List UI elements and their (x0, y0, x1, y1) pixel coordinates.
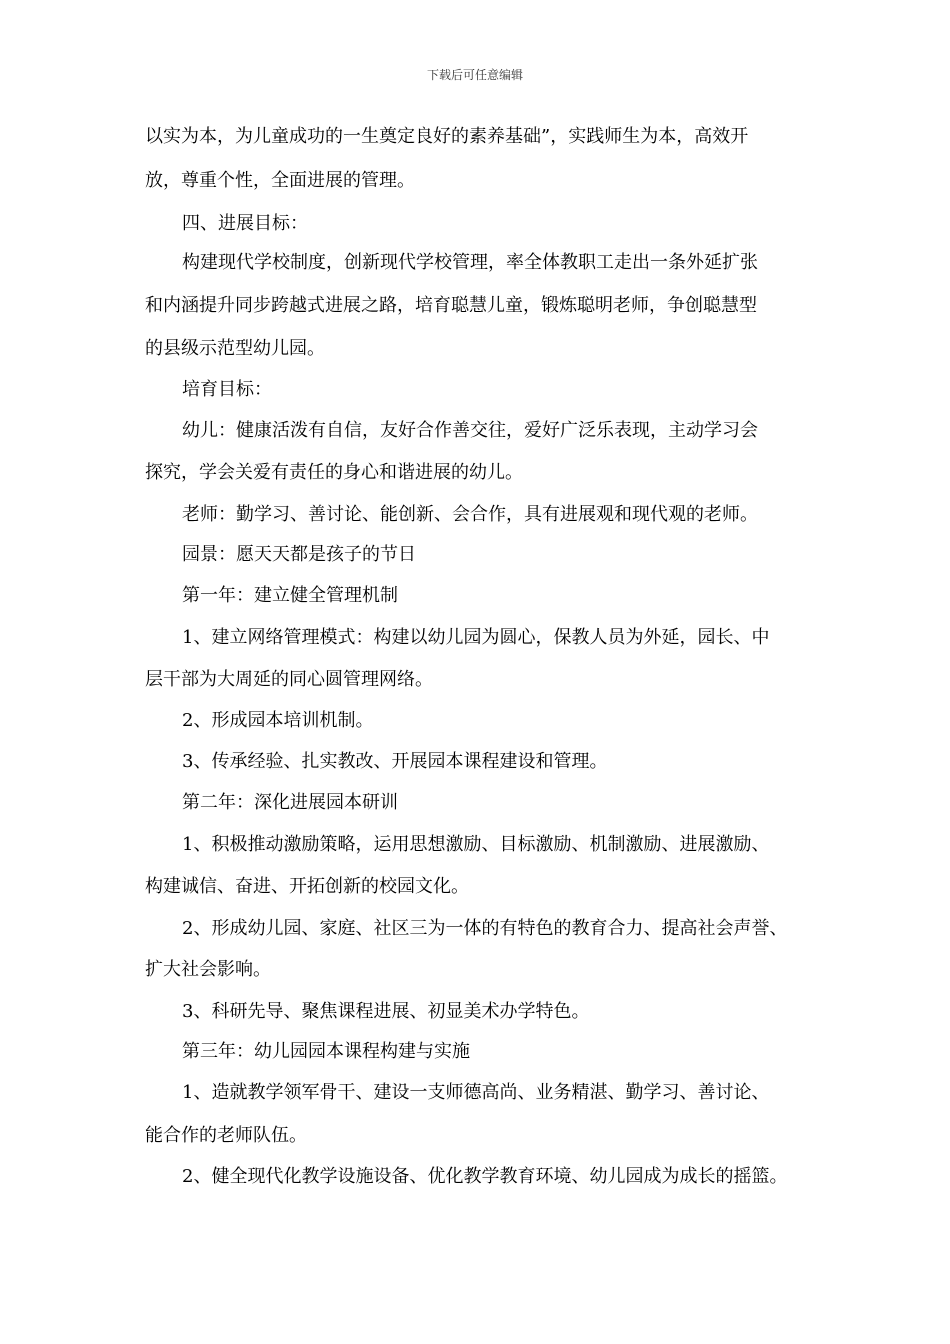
section-heading: 四、进展目标： (182, 213, 308, 234)
paragraph-line: 构建现代学校制度，创新现代学校管理，率全体教职工走出一条外延扩张 (182, 252, 758, 273)
paragraph-line: 的县级示范型幼儿园。 (145, 338, 325, 359)
paragraph-line: 探究，学会关爱有责任的身心和谐进展的幼儿。 (145, 462, 523, 483)
paragraph-line: 构建诚信、奋进、开拓创新的校园文化。 (145, 876, 469, 897)
section-heading: 第二年：深化进展园本研训 (182, 792, 398, 813)
paragraph-line: 放，尊重个性，全面进展的管理。 (145, 170, 415, 191)
page-header: 下载后可任意编辑 (426, 68, 523, 82)
paragraph-line: 2、形成幼儿园、家庭、社区三为一体的有特色的教育合力、提高社会声誉、 (182, 918, 788, 939)
paragraph-line: 1、建立网络管理模式：构建以幼儿园为圆心，保教人员为外延，园长、中 (182, 627, 770, 648)
section-heading: 培育目标： (182, 379, 272, 400)
paragraph-line: 园景：愿天天都是孩子的节日 (182, 544, 416, 565)
paragraph-line: 1、造就教学领军骨干、建设一支师德高尚、业务精湛、勤学习、善讨论、 (182, 1082, 770, 1103)
paragraph-line: 2、形成园本培训机制。 (182, 710, 374, 731)
paragraph-line: 幼儿：健康活泼有自信，友好合作善交往，爱好广泛乐表现，主动学习会 (182, 420, 758, 441)
paragraph-line: 以实为本，为儿童成功的一生奠定良好的素养基础”，实践师生为本，高效开 (145, 126, 749, 147)
paragraph-line: 3、科研先导、聚焦课程进展、初显美术办学特色。 (182, 1001, 590, 1022)
paragraph-line: 1、积极推动激励策略，运用思想激励、目标激励、机制激励、进展激励、 (182, 834, 770, 855)
paragraph-line: 能合作的老师队伍。 (145, 1125, 307, 1146)
section-heading: 第三年：幼儿园园本课程构建与实施 (182, 1041, 470, 1062)
paragraph-line: 层干部为大周延的同心圆管理网络。 (145, 669, 433, 690)
paragraph-line: 和内涵提升同步跨越式进展之路，培育聪慧儿童，锻炼聪明老师，争创聪慧型 (145, 295, 757, 316)
paragraph-line: 3、传承经验、扎实教改、开展园本课程建设和管理。 (182, 751, 608, 772)
paragraph-line: 2、健全现代化教学设施设备、优化教学教育环境、幼儿园成为成长的摇篮。 (182, 1166, 788, 1187)
section-heading: 第一年：建立健全管理机制 (182, 585, 398, 606)
paragraph-line: 老师：勤学习、善讨论、能创新、会合作，具有进展观和现代观的老师。 (182, 504, 758, 525)
paragraph-line: 扩大社会影响。 (145, 959, 271, 980)
